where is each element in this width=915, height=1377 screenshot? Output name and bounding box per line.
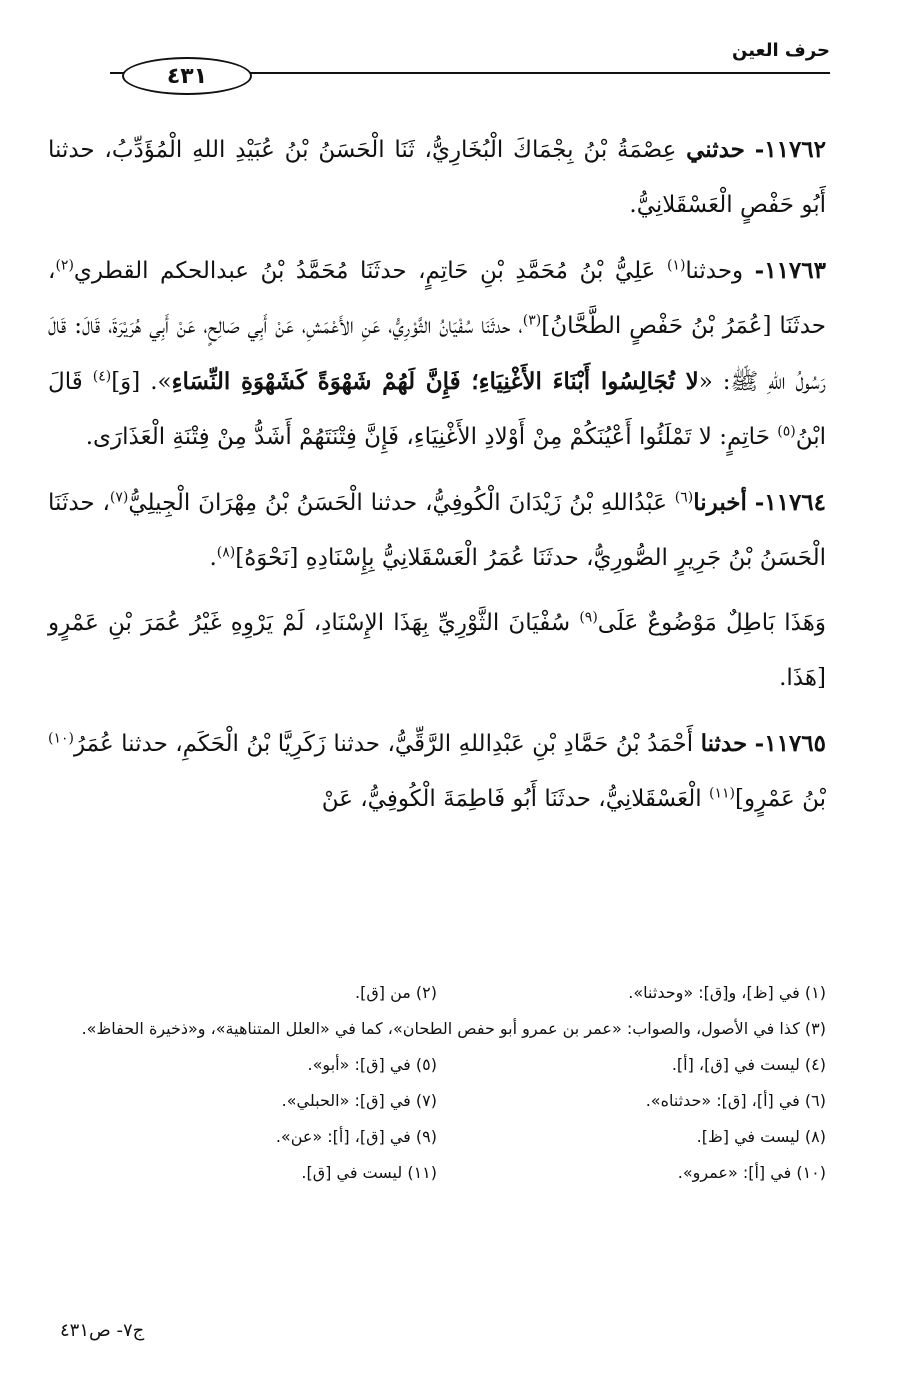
- entry-number: ١١٧٦٢-: [754, 136, 827, 163]
- entry-text: عِصْمَةُ بْنُ بِجْمَاكَ الْبُخَارِيُّ، ثَنَا الْحَسَنُ بْنُ عُبَيْدِ اللهِ الْمُؤَدِّبُ، حدثنا أَبُو حَفْصٍ الْعَسْقَلانِيُّ.: [48, 137, 826, 218]
- entry-text: ، حدثَنَا الْحَسَنُ بْنُ جَرِيرٍ الصُّورِيُّ، حدثَنَا عُمَرُ الْعَسْقَلانِيُّ بِإِسْنَادِهِ [نَحْوَهُ]: [48, 490, 826, 571]
- entry-number: ١١٧٦٤-: [754, 489, 827, 516]
- entry-text: عَبْدُاللهِ بْنُ زَيْدَانَ الْكُوفِيُّ، حدثنا الْحَسَنُ بْنُ مِهْرَانَ الْجِيلِيُّ: [128, 490, 675, 516]
- entry-text: حَاتِمٍ: لا تَمْلَئُوا أَعْيُنَكُمْ مِنْ أَوْلادِ الأَغْنِيَاءِ، فَإِنَّ فِتْنَتَهُمْ أَشَدُّ مِنْ فِتْنَةِ الْعَذَارَى.: [85, 424, 778, 450]
- chapter-title: حرف العين: [732, 40, 830, 61]
- footnote-ref: (١): [666, 257, 686, 274]
- footnote-ref: (٨): [216, 544, 236, 561]
- footnote-ref: (٦): [674, 489, 694, 506]
- entry-number: ١١٧٦٥-: [754, 730, 826, 757]
- entry-text: وَهَذَا بَاطِلٌ مَوْضُوعٌ عَلَى: [597, 610, 826, 636]
- footnote-row: [48, 975, 826, 1011]
- entry-text: .: [209, 545, 217, 571]
- footnote-ref: (٣): [522, 312, 542, 329]
- entry-11764: [48, 475, 826, 586]
- footnote-ref: (٧): [109, 489, 129, 506]
- commentary: [48, 596, 826, 706]
- footnote-9: (٩) في [ق]، [أ]: «عن».: [275, 1127, 437, 1146]
- footnote-row: [48, 1083, 826, 1119]
- footnote-ref: (١١): [709, 785, 735, 802]
- entry-text: عَلِيُّ بْنُ مُحَمَّدِ بْنِ حَاتِمٍ، حدثَنَا مُحَمَّدُ بْنُ عبدالحكم القطري: [73, 258, 656, 284]
- entry-lead: حدثني: [686, 136, 745, 163]
- footnote-5: (٥) في [ق]: «أبو».: [307, 1055, 437, 1074]
- entry-text: ». [وَ]: [111, 369, 172, 395]
- page-number-badge: ٤٣١: [122, 57, 252, 95]
- footnote-1: (١) في [ظ]، و[ق]: «وحدثنا».: [628, 983, 826, 1002]
- entry-number: ١١٧٦٣-: [754, 257, 826, 284]
- entry-11763: [48, 243, 826, 465]
- footnote-row: [48, 1011, 826, 1047]
- footnote-3: (٣) كذا في الأصول، والصواب: «عمر بن عمرو أبو حفص الطحان»، كما في «العلل المتناهية»، و«ذخيرة الحفاظ».: [81, 1019, 826, 1038]
- footnote-ref: (٩): [579, 609, 598, 626]
- footnote-4: (٤) ليست في [ق]، [أ].: [671, 1055, 826, 1074]
- entry-text: الْعَسْقَلانِيُّ، حدثَنَا أَبُو فَاطِمَةَ الْكُوفِيُّ، عَنْ: [321, 786, 709, 812]
- footnote-11: (١١) ليست في [ق].: [301, 1163, 437, 1182]
- footnote-8: (٨) ليست في [ظ].: [696, 1127, 826, 1146]
- footnote-row: [48, 1047, 826, 1083]
- entry-text: ، حدثَنَا سُفْيَانُ الثَّوْرِيُّ، عَنِ الأَعْمَشِ، عَنْ أَبِي صَالِحٍ، عَنْ أَبِي هُرَيْرَةَ، قَالَ: قَالَ رَسُولُ اللهِ ﷺ: «: [48, 313, 827, 395]
- footnote-10: (١٠) في [أ]: «عمرو».: [677, 1163, 826, 1182]
- footnote-row: [48, 1155, 826, 1191]
- entry-text: قَالَ ابْنُ: [48, 369, 826, 450]
- footnote-ref: (٤): [92, 368, 112, 385]
- footnote-row: [48, 1119, 826, 1155]
- footnote-2: (٢) من [ق].: [355, 983, 437, 1002]
- entry-lead: أخبرنا: [693, 489, 747, 516]
- footnote-ref: (٥): [777, 423, 796, 440]
- entry-lead: حدثنا: [700, 730, 748, 757]
- entry-text: سُفْيَانَ الثَّوْرِيِّ بِهَذَا الإِسْنَادِ، لَمْ يَرْوِهِ غَيْرُ عُمَرَ بْنِ عَمْرٍو [هَذَا.: [48, 610, 826, 691]
- entry-11762: [48, 122, 826, 233]
- hadith-matn: لا تُجَالِسُوا أَبْنَاءَ الأَغْنِيَاءِ؛ فَإِنَّ لَهُمْ شَهْوَةً كَشَهْوَةِ النِّسَاءِ: [171, 368, 699, 395]
- footnote-7: (٧) في [ق]: «الحبلي».: [281, 1091, 437, 1110]
- footnote-ref: (١٠): [48, 730, 74, 747]
- entry-11765: [48, 716, 826, 827]
- footnotes: [48, 975, 826, 1191]
- footnote-ref: (٢): [55, 257, 74, 274]
- footnote-6: (٦) في [أ]، [ق]: «حدثناه».: [645, 1091, 826, 1110]
- entry-text: وحدثنا: [685, 258, 744, 284]
- entry-text: ، حدثَنَا [عُمَرُ بْنُ حَفْصٍ الطَّحَّانُ]: [48, 258, 826, 339]
- entry-text: بْنُ عَمْرٍو]: [734, 786, 826, 812]
- volume-page-reference: ج٧- ص٤٣١: [60, 1320, 145, 1341]
- main-text: [48, 122, 826, 837]
- entry-text: أَحْمَدُ بْنُ حَمَّادِ بْنِ عَبْدِاللهِ الرَّقِّيُّ، حدثنا زَكَرِيَّا بْنُ الْحَكَمِ، حدثنا عُمَرُ: [73, 731, 701, 757]
- page-header: [50, 32, 830, 102]
